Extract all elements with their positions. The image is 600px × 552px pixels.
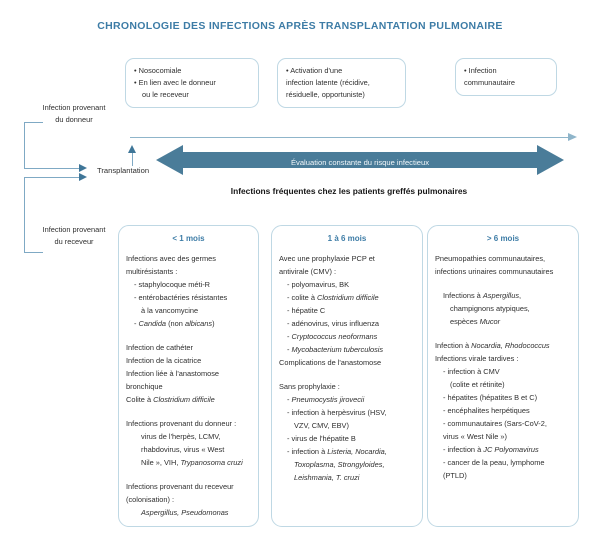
- line-spacer: [435, 328, 571, 339]
- column-1-to-6-months: [271, 225, 423, 527]
- text-line: (PTLD): [443, 471, 467, 480]
- page-title: CHRONOLOGIE DES INFECTIONS APRÈS TRANSPLANTATION PULMONAIRE: [97, 20, 503, 32]
- text-line: (colite et rétinite): [450, 380, 505, 389]
- risk-arrow-right-head-icon: [537, 145, 564, 175]
- risk-arrow-band: [183, 152, 537, 168]
- column-1-to-6-months-body: [279, 252, 415, 484]
- text-line: Nile », VIH, Trypanosoma cruzi: [141, 458, 243, 467]
- top-box-infection-latente: [277, 58, 406, 108]
- text-line: - hépatites (hépatites B et C): [443, 393, 538, 402]
- text-line: Infections provenant du receveur: [126, 482, 234, 491]
- column-over-6-months-header: > 6 mois: [486, 234, 520, 243]
- text-line: - Pneumocystis jirovecii: [287, 395, 365, 404]
- timeline-arrow-head-icon: [568, 133, 577, 141]
- line-spacer: [435, 278, 571, 289]
- column-under-1-month-body: [126, 252, 251, 519]
- text-line: virus « West Nile »): [443, 432, 507, 441]
- line-spacer: [126, 406, 251, 417]
- text-line: infection latente (récidive,: [286, 78, 370, 87]
- text-line: Infections à Aspergillus,: [443, 291, 522, 300]
- text-line: Avec une prophylaxie PCP et: [279, 254, 375, 263]
- recipient-label-line2: du receveur: [54, 236, 94, 246]
- text-line: Infections virale tardives :: [435, 354, 519, 363]
- text-line: - virus de l'hépatite B: [287, 434, 356, 443]
- text-line: infections urinaires communautaires: [435, 267, 554, 276]
- donor-arrow-line: [24, 168, 80, 169]
- top-box-nosocomiale-lines: [134, 65, 250, 101]
- text-line: - encéphalites herpétiques: [443, 406, 530, 415]
- text-line: - staphylocoque méti-R: [134, 280, 210, 289]
- line-spacer: [279, 369, 415, 380]
- column-over-6-months: [427, 225, 579, 527]
- top-box-communautaire-lines: [464, 65, 548, 89]
- recipient-arrow-line: [24, 177, 80, 178]
- donor-label-line2: du donneur: [55, 114, 93, 124]
- text-line: rhabdovirus, virus « West: [141, 445, 225, 454]
- text-line: - colite à Clostridium difficile: [287, 293, 379, 302]
- top-box-infection-latente-lines: [286, 65, 397, 101]
- subtitle: Infections fréquentes chez les patients greffés pulmonaires: [230, 186, 468, 196]
- text-line: espèces Mucor: [450, 317, 501, 326]
- text-line: • Nosocomiale: [134, 66, 182, 75]
- text-line: - infection à herpèsvirus (HSV,: [287, 408, 387, 417]
- text-line: - cancer de la peau, lymphome: [443, 458, 545, 467]
- text-line: Infection liée à l'anastomose: [126, 369, 220, 378]
- donor-bracket-line-vertical: [24, 122, 25, 168]
- column-under-1-month: [118, 225, 259, 527]
- text-line: résiduelle, opportuniste): [286, 90, 365, 99]
- donor-arrow-head-icon: [79, 164, 87, 172]
- text-line: virus de l'herpès, LCMV,: [141, 432, 221, 441]
- text-line: VZV, CMV, EBV): [294, 421, 349, 430]
- text-line: Leishmania, T. cruzi: [294, 473, 360, 482]
- text-line: Aspergillus, Pseudomonas: [141, 508, 229, 517]
- recipient-bracket-line-bottom: [24, 252, 43, 253]
- text-line: Infection à Nocardia, Rhodococcus: [435, 341, 550, 350]
- text-line: bronchique: [126, 382, 163, 391]
- donor-bracket-line-top: [24, 122, 43, 123]
- text-line: - infection à JC Polyomavirus: [443, 445, 539, 454]
- line-spacer: [126, 330, 251, 341]
- text-line: - entérobactéries résistantes: [134, 293, 228, 302]
- recipient-label-line1: Infection provenant: [42, 225, 106, 234]
- text-line: multirésistants :: [126, 267, 178, 276]
- text-line: - Candida (non albicans): [134, 319, 215, 328]
- text-line: Infection de la cicatrice: [126, 356, 202, 365]
- text-line: Infections provenant du donneur :: [126, 419, 237, 428]
- column-over-6-months-body: [435, 252, 571, 482]
- text-line: Toxoplasma, Strongyloides,: [294, 460, 385, 469]
- text-line: communautaire: [464, 78, 515, 87]
- line-spacer: [126, 469, 251, 480]
- recipient-label: [24, 224, 124, 247]
- text-line: à la vancomycine: [141, 306, 199, 315]
- risk-arrow-label: Évaluation constante du risque infectieux: [290, 158, 430, 167]
- text-line: - communautaires (Sars-CoV-2,: [443, 419, 547, 428]
- top-box-communautaire: [455, 58, 557, 96]
- column-under-1-month-header: < 1 mois: [172, 234, 205, 243]
- text-line: - Mycobacterium tuberculosis: [287, 345, 384, 354]
- text-line: Complications de l'anastomose: [279, 358, 382, 367]
- text-line: - adénovirus, virus influenza: [287, 319, 380, 328]
- text-line: (colonisation) :: [126, 495, 175, 504]
- text-line: Infections avec des germes: [126, 254, 216, 263]
- transplantation-arrow-line: [132, 152, 133, 166]
- column-1-to-6-months-header: 1 à 6 mois: [327, 234, 367, 243]
- recipient-arrow-head-icon: [79, 173, 87, 181]
- text-line: antivirale (CMV) :: [279, 267, 337, 276]
- text-line: champignons atypiques,: [450, 304, 530, 313]
- text-line: ou le receveur: [142, 90, 189, 99]
- text-line: Pneumopathies communautaires,: [435, 254, 546, 263]
- transplantation-label: Transplantation: [97, 166, 150, 175]
- text-line: - infection à Listeria, Nocardia,: [287, 447, 387, 456]
- risk-arrow-left-head-icon: [156, 145, 183, 175]
- text-line: Sans prophylaxie :: [279, 382, 340, 391]
- text-line: - hépatite C: [287, 306, 326, 315]
- up-arrow-icon: [128, 145, 136, 153]
- text-line: - Cryptococcus neoformans: [287, 332, 378, 341]
- top-box-nosocomiale: [125, 58, 259, 108]
- text-line: • En lien avec le donneur: [134, 78, 216, 87]
- text-line: Colite à Clostridium difficile: [126, 395, 215, 404]
- text-line: • Activation d'une: [286, 66, 343, 75]
- text-line: - infection à CMV: [443, 367, 500, 376]
- text-line: • Infection: [464, 66, 497, 75]
- text-line: Infection de cathéter: [126, 343, 193, 352]
- text-line: - polyomavirus, BK: [287, 280, 350, 289]
- donor-label-line1: Infection provenant: [42, 103, 106, 112]
- timeline-axis: [130, 137, 570, 138]
